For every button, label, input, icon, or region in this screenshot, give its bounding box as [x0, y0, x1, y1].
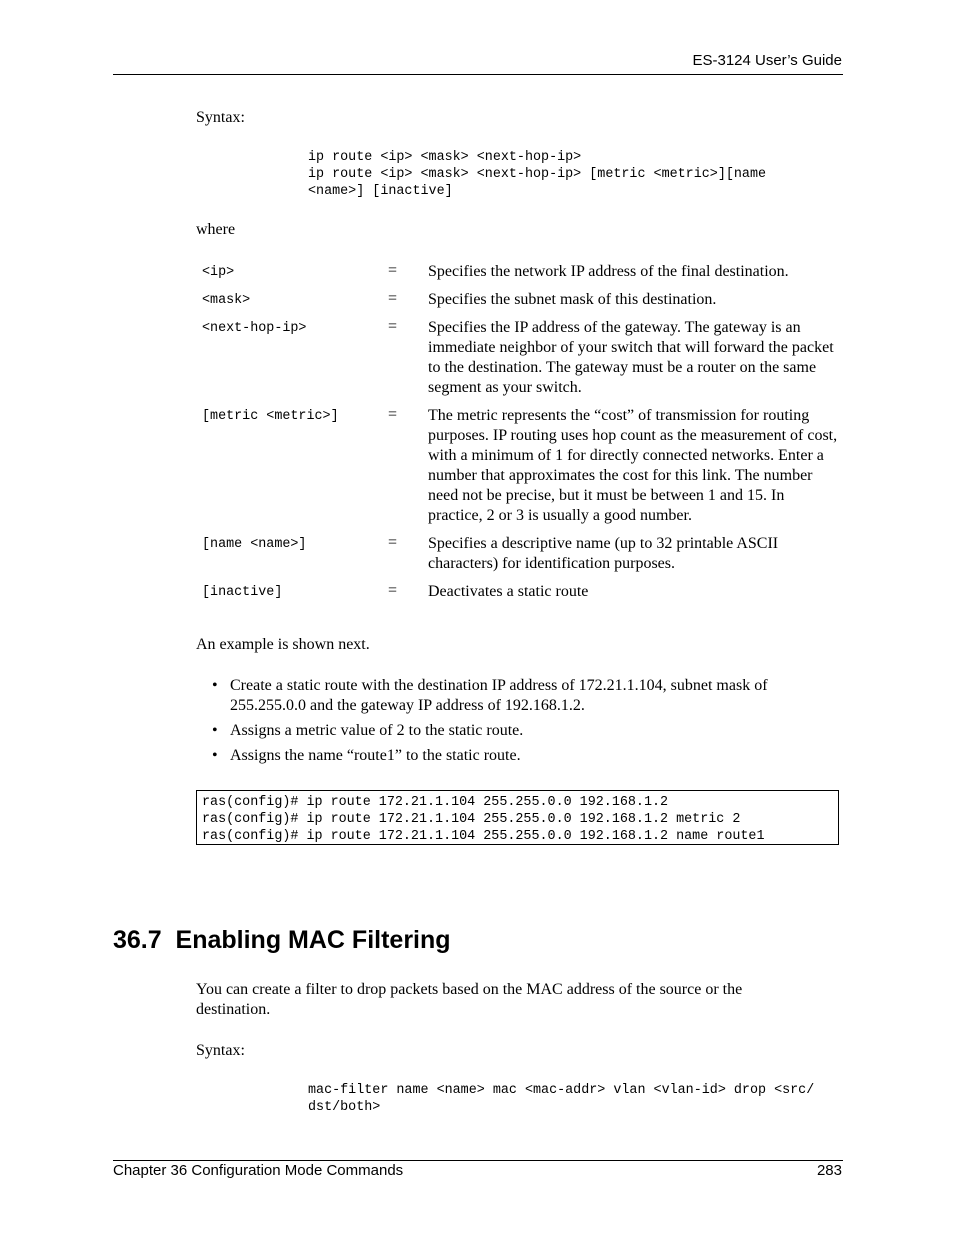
- example-lead: An example is shown next.: [196, 636, 370, 653]
- parameter-description: Deactivates a static route: [428, 583, 589, 600]
- running-header-title: ES-3124 User’s Guide: [692, 52, 842, 69]
- equals-sign: =: [388, 534, 398, 551]
- syntax-line: dst/both>: [308, 1100, 381, 1115]
- example-bullet-list: [212, 676, 832, 771]
- code-line: ras(config)# ip route 172.21.1.104 255.255.0.0 192.168.1.2 name route1: [202, 829, 765, 844]
- example-code-box: [196, 790, 839, 845]
- header-rule: [113, 74, 843, 75]
- parameter-table: [202, 262, 842, 602]
- footer-chapter: Chapter 36 Configuration Mode Commands: [113, 1162, 404, 1179]
- section-body: You can create a filter to drop packets based on the MAC address of the source or the destination.: [196, 981, 743, 1018]
- list-item: [212, 746, 832, 766]
- syntax-label: Syntax:: [196, 1042, 245, 1059]
- parameter-row: [202, 534, 842, 574]
- where-label: where: [196, 221, 236, 238]
- equals-sign: =: [388, 262, 398, 279]
- mac-filter-syntax-block: [308, 1082, 814, 1116]
- syntax-code-block: [308, 149, 766, 200]
- equals-sign: =: [388, 290, 398, 307]
- parameter-term: [metric <metric>]: [202, 409, 339, 424]
- bullet-icon: •: [212, 747, 218, 764]
- section-heading: 36.7 Enabling MAC Filtering: [113, 926, 451, 954]
- syntax-line: mac-filter name <name> mac <mac-addr> vlan <vlan-id> drop <src/: [308, 1083, 815, 1098]
- parameter-row: [202, 290, 842, 310]
- parameter-row: [202, 406, 842, 526]
- code-line: ras(config)# ip route 172.21.1.104 255.255.0.0 192.168.1.2 metric 2: [202, 812, 741, 827]
- equals-sign: =: [388, 318, 398, 335]
- equals-sign: =: [388, 582, 398, 599]
- bullet-icon: •: [212, 677, 218, 694]
- parameter-term: [inactive]: [202, 585, 283, 600]
- list-item-text: Create a static route with the destination IP address of 172.21.1.104, subnet mask of 255.255.0.0 and the gateway IP address of 192.168.1.2.: [230, 677, 768, 714]
- parameter-row: [202, 262, 842, 282]
- list-item-text: Assigns a metric value of 2 to the static route.: [230, 722, 524, 739]
- syntax-line: ip route <ip> <mask> <next-hop-ip> [metric <metric>][name: [308, 167, 767, 182]
- syntax-line: ip route <ip> <mask> <next-hop-ip>: [308, 150, 582, 165]
- parameter-term: <next-hop-ip>: [202, 321, 307, 336]
- parameter-term: <mask>: [202, 293, 251, 308]
- parameter-term: [name <name>]: [202, 537, 307, 552]
- equals-sign: =: [388, 406, 398, 423]
- parameter-description: Specifies the subnet mask of this destination.: [428, 291, 717, 308]
- parameter-row: [202, 582, 842, 602]
- list-item: [212, 721, 832, 741]
- list-item-text: Assigns the name “route1” to the static route.: [230, 747, 521, 764]
- parameter-description: Specifies a descriptive name (up to 32 printable ASCII characters) for identification purposes.: [428, 535, 779, 572]
- bullet-icon: •: [212, 722, 218, 739]
- syntax-line: <name>] [inactive]: [308, 184, 453, 199]
- parameter-term: <ip>: [202, 265, 235, 280]
- footer-rule: [113, 1160, 843, 1161]
- parameter-row: [202, 318, 842, 398]
- parameter-description: The metric represents the “cost” of transmission for routing purposes. IP routing uses hop count as the measurement of cost, with a minimum of 1 for directly connected networks. Enter a number that approximates the cost for this link. The number need not be precise, but it must be between 1 and 15. In practice, 2 or 3 is usually a good number.: [428, 407, 838, 524]
- parameter-description: Specifies the network IP address of the final destination.: [428, 263, 789, 280]
- syntax-label: Syntax:: [196, 109, 245, 126]
- list-item: [212, 676, 832, 716]
- parameter-description: Specifies the IP address of the gateway. The gateway is an immediate neighbor of your switch that will forward the packet to the destination. The gateway must be a router on the same segment as your switch.: [428, 319, 834, 396]
- page-number: 283: [816, 1162, 842, 1179]
- code-line: ras(config)# ip route 172.21.1.104 255.255.0.0 192.168.1.2: [202, 795, 669, 810]
